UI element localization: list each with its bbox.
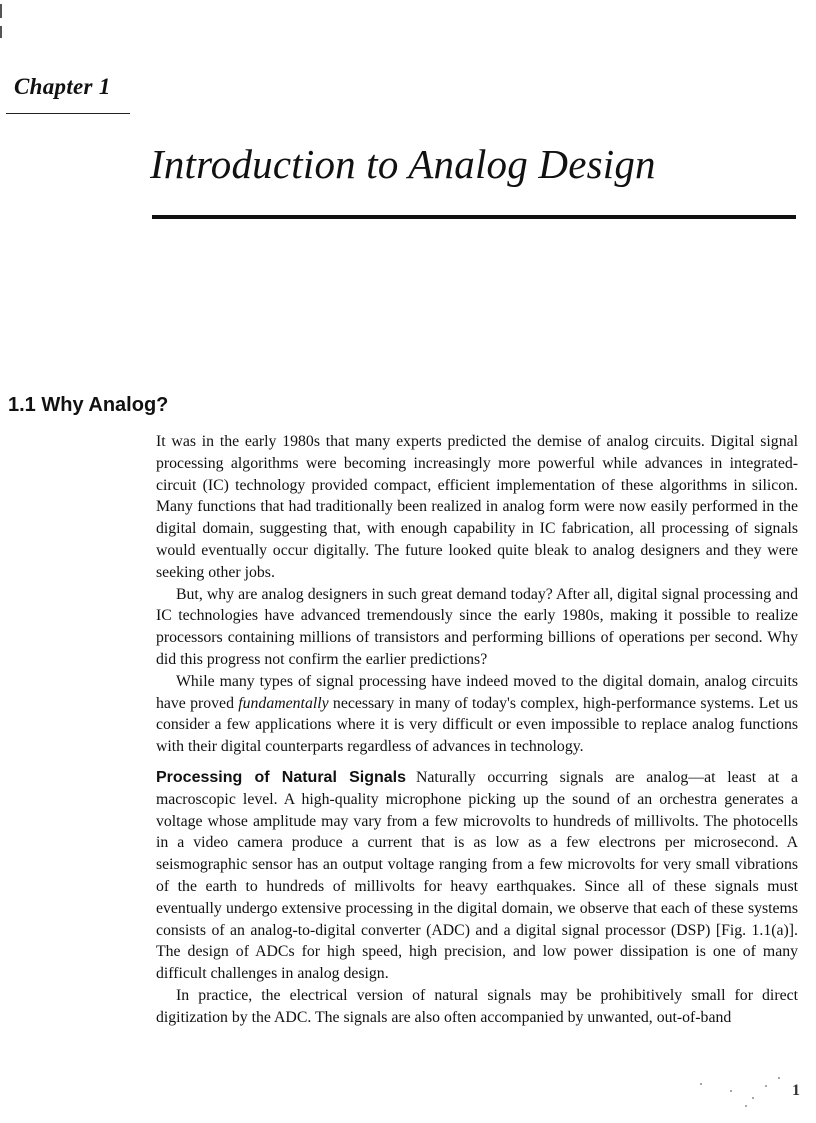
continuation-paragraph: In practice, the electrical version of natural signals may be prohibitively small for direct digitization by the ADC. The signals are also often accompanied by unwanted, out-of-band xyxy=(156,986,798,1026)
page-number: 1 xyxy=(792,1082,800,1099)
subsection-heading: Processing of Natural Signals xyxy=(156,768,407,786)
emphasis-fundamentally: fundamentally xyxy=(238,694,329,712)
subsection-paragraph xyxy=(156,767,798,985)
title-rule xyxy=(152,215,796,219)
scan-edge-marks xyxy=(0,0,4,60)
chapter-title: Introduction to Analog Design xyxy=(150,141,656,187)
chapter-underline xyxy=(6,113,130,114)
section-body xyxy=(156,431,798,1029)
chapter-label: Chapter 1 xyxy=(14,74,111,99)
paragraph-3 xyxy=(156,671,798,758)
subsection-text: Naturally occurring signals are analog—at least at a macroscopic level. A high-quality microphone picking up the sound of an orchestra generates a voltage whose amplitude may vary from a few microvolts to hundreds of millivolts. The photocells in a video camera produce a current that is as low as a few electrons per microsecond. A seismographic sensor has an output voltage ranging from a few microvolts for very small vibrations of the earth to hundreds of millivolts for heavy earthquakes. Since all of these signals must eventually undergo extensive processing in the digital domain, we observe that each of these systems consists of an analog-to-digital converter (ADC) and a digital signal processor (DSP) [Fig. 1.1(a)]. The design of ADCs for high speed, high precision, and low power dissipation is one of many difficult challenges in analog design. xyxy=(156,768,798,983)
paragraph-3-end: necessary in many of today's complex, high-performance systems. Let us consider a few applications where it is very difficult or even impossible to replace analog functions with their digital counterparts regardless of advances in technology. xyxy=(156,694,799,756)
paragraph-2: But, why are analog designers in such great demand today? After all, digital signal processing and IC technologies have advanced tremendously since the early 1980s, making it possible to realize processors containing millions of transistors and performing billions of operations per second. Why did this progress not confirm the earlier predictions? xyxy=(156,585,798,668)
scan-specks xyxy=(690,1075,800,1115)
paragraph-3-start: While many types of signal processing have indeed moved to the digital domain, analog circuits have proved xyxy=(156,672,798,712)
paragraph-1: It was in the early 1980s that many experts predicted the demise of analog circuits. Digital signal processing algorithms were becoming increasingly more powerful while advances in integrated-circuit (IC) technology provided compact, efficient implementation of these algorithms in silicon. Many functions that had traditionally been realized in analog form were now easily performed in the digital domain, suggesting that, with enough capability in IC fabrication, all processing of signals would eventually occur digitally. The future looked quite bleak to analog designers and they were seeking other jobs. xyxy=(156,433,798,581)
section-heading: 1.1 Why Analog? xyxy=(8,394,169,416)
